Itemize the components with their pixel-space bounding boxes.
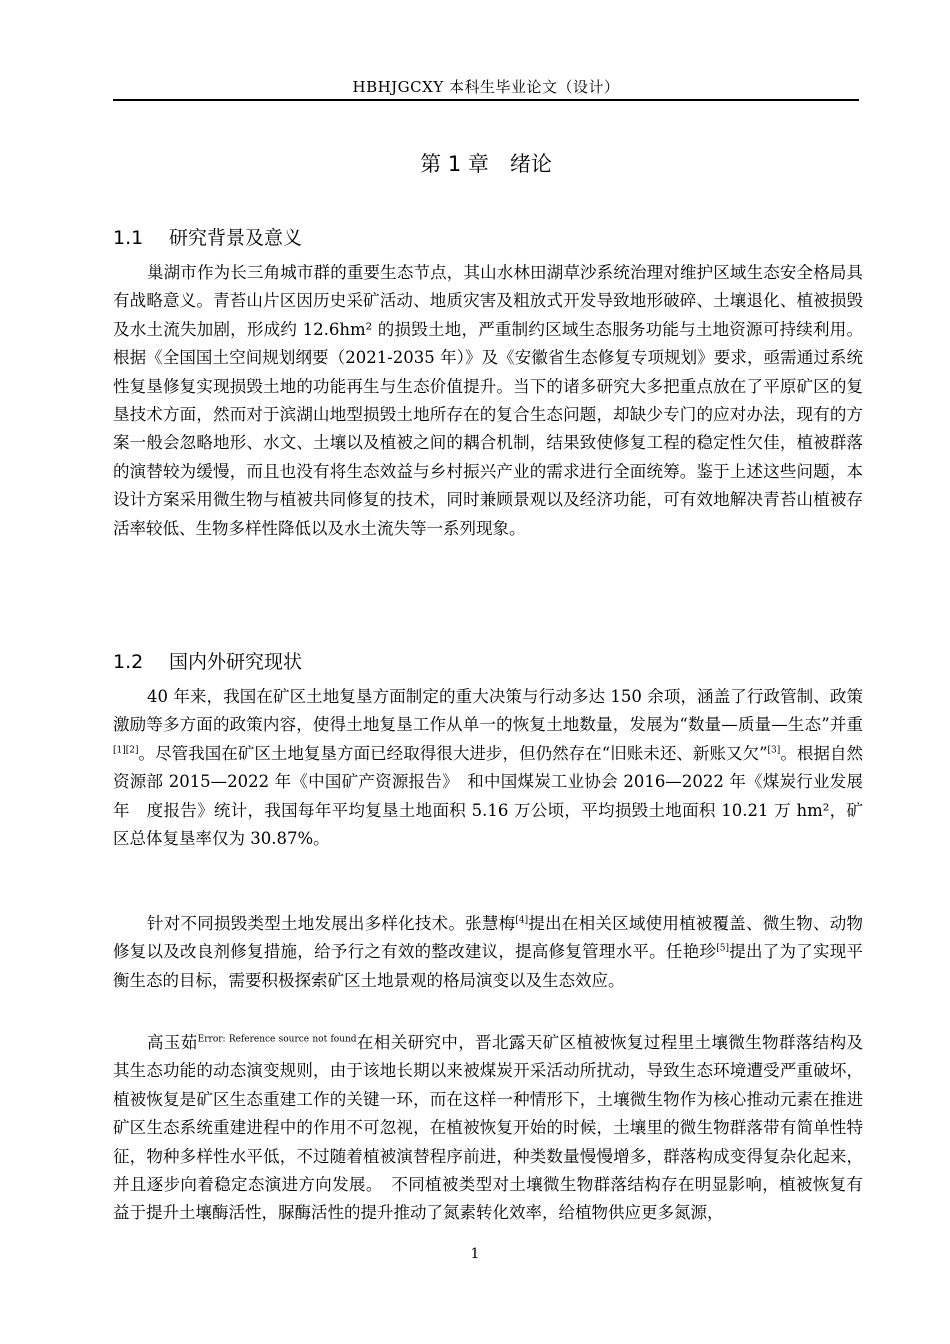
page-header: HBHJGCXY 本科生毕业论文（设计） [352, 78, 620, 96]
section-number: 1.1 [113, 227, 144, 249]
text-run: 。根据自然资源部 2015—2022 年《中国矿产资源报告》 和中国煤炭工业协会 2016—2022 年《煤炭行业发展年 度报告》统计，我国每年平均复垦土地面积 5.16 万公顷，平均损毁土地面积 10.21 万 hm²，矿区总体复垦率仅为 30.87%。 [113, 743, 864, 849]
paragraph-domestic-status [113, 683, 863, 853]
citation: [5] [716, 943, 729, 954]
section-title: 国内外研究现状 [169, 651, 303, 673]
text-run: 高玉茹 [147, 1033, 198, 1052]
text-run: 针对不同损毁类型土地发展出多样化技术。张慧梅 [147, 914, 516, 933]
paragraph-background: 巢湖市作为长三角城市群的重要生态节点，其山水林田湖草沙系统治理对维护区域生态安全格局具有战略意义。青苔山片区因历史采矿活动、地质灾害及粗放式开发导致地形破碎、土壤退化、植被损毁及水土流失加剧，形成约 12.6hm² 的损毁土地，严重制约区域生态服务功能与土地资源可持续利用。根据《全国国土空间规划纲要（2021-2035 年）》及《安徽省生态修复专项规划》要求，亟需通过系统性复垦修复实现损毁土地的功能再生与生态价值提升。当下的诸多研究大多把重点放在了平原矿区的复垦技术方面，然而对于滨湖山地型损毁土地所存在的复合生态问题，却缺少专门的应对办法，现有的方案一般会忽略地形、水文、土壤以及植被之间的耦合机制，结果致使修复工程的稳定性欠佳，植被群落的演替较为缓慢，而且也没有将生态效益与乡村振兴产业的需求进行全面统筹。鉴于上述这些问题，本设计方案采用微生物与植被共同修复的技术，同时兼顾景观以及经济功能，可有效地解决青苔山植被存活率较低、生物多样性降低以及水土流失等一系列现象。 [113, 263, 863, 538]
paragraph-techniques [113, 910, 863, 995]
section-title: 研究背景及意义 [169, 227, 303, 249]
header-rule [113, 99, 859, 101]
paragraph-microbes [113, 1029, 863, 1228]
section-heading-1-2 [113, 647, 302, 674]
citation-error: Error: Reference source not found [197, 1034, 357, 1045]
text-run: 提出了为了实现平衡生态的目标，需要积极探索矿区土地景观的格局演变以及生态效应。 [113, 942, 864, 990]
chapter-title: 第 1 章 绪论 [420, 152, 552, 176]
text-run: 提出在相关区域使用植被覆盖、微生物、动物修复以及改良剂修复措施，给予行之有效的整改建议，提高修复管理水平。任艳珍 [113, 914, 864, 962]
text-run: 40 年来，我国在矿区土地复垦方面制定的重大决策与行动多达 150 余项，涵盖了行政管制、政策激励等多方面的政策内容，使得土地复垦工作从单一的恢复土地数量，发展为“数量—质量—生态”并重 [113, 687, 863, 735]
citation: [1][2] [113, 745, 139, 756]
page-number: 1 [470, 1246, 480, 1262]
citation: [4] [515, 915, 529, 926]
text-run: 。尽管我国在矿区土地复垦方面已经取得很大进步，但仍然存在“旧账未还、新账又欠” [138, 743, 768, 763]
section-heading-1-1 [113, 223, 302, 250]
text-run: 在相关研究中，晋北露天矿区植被恢复过程里土壤微生物群落结构及其生态功能的动态演变规则，由于该地长期以来被煤炭开采活动所扰动，导致生态环境遭受严重破坏，植被恢复是矿区生态重建工作的关键一环，而在这样一种情形下，土壤微生物作为核心推动元素在推进矿区生态系统重建进程中的作用不可忽视，在植被恢复开始的时候，土壤里的微生物群落带有简单性特征，物种多样性水平低，不过随着植被演替程序前进，种类数量慢慢增多，群落构成变得复杂化起来，并且逐步向着稳定态演进方向发展。 不同植被类型对土壤微生物群落结构存在明显影响，植被恢复有益于提升土壤酶活性，脲酶活性的提升推动了氮素转化效率，给植物供应更多氮源， [113, 1033, 864, 1223]
citation: [3] [767, 745, 781, 756]
section-number: 1.2 [113, 651, 144, 673]
